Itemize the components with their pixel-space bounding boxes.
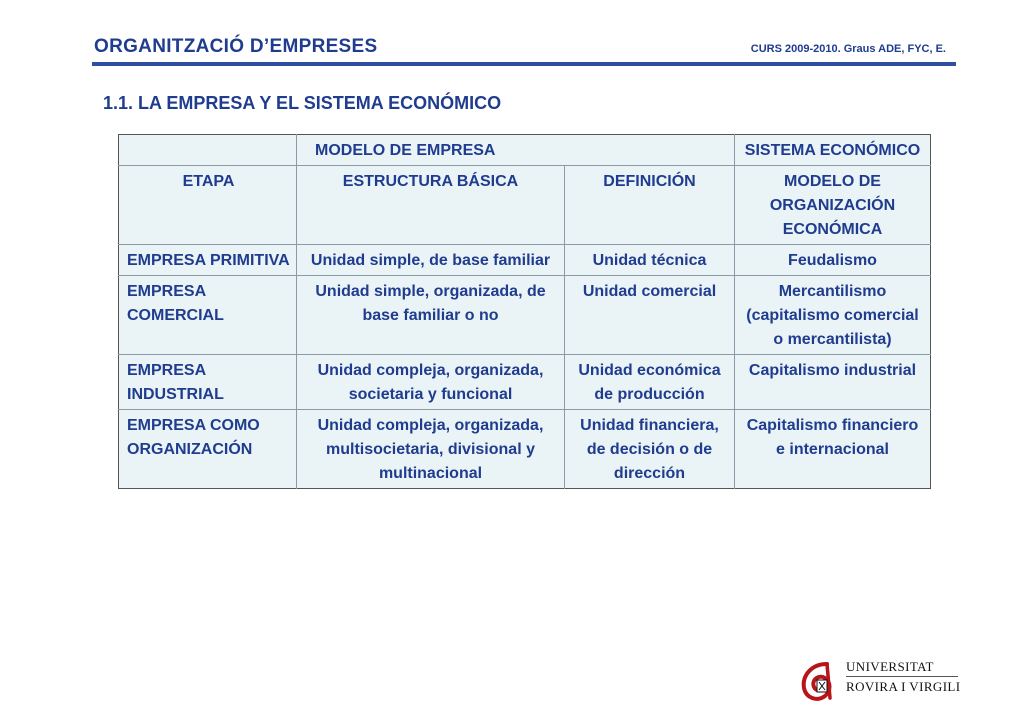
cell-sistema: Capitalismo industrial [748,362,917,379]
table-row [119,410,931,489]
cell-etapa: EMPRESA INDUSTRIAL [119,355,297,410]
column-header-etapa: ETAPA [119,166,297,245]
header-divider [92,62,956,66]
column-header-definicion: DEFINICIÓN [565,166,735,245]
group-header-modelo: MODELO DE EMPRESA [297,135,735,166]
business-model-table [118,134,931,489]
table-column-header-row [119,166,931,245]
cell-estructura: Unidad simple, de base familiar [297,245,565,276]
cell-definicion: Unidad económica de producción [565,355,735,410]
logo-divider [846,676,958,677]
cell-etapa: EMPRESA COMO ORGANIZACIÓN [119,410,297,489]
group-header-spacer [119,135,297,166]
table-row [119,245,931,276]
cell-definicion: Unidad comercial [565,276,735,355]
cell-sistema: Capitalismo financiero e internacional [746,417,919,458]
course-title: ORGANITZACIÓ D’EMPRESES [94,36,378,57]
group-header-sistema: SISTEMA ECONÓMICO [744,142,921,159]
cell-definicion: Unidad financiera, de decisión o de dirección [565,410,735,489]
table-row [119,355,931,410]
cell-sistema: Mercantilismo (capitalismo comercial o mercantilista) [746,283,919,348]
cell-estructura: Unidad simple, organizada, de base familiar o no [297,276,565,355]
column-header-modelo-org: MODELO DE ORGANIZACIÓN ECONÓMICA [769,173,896,238]
cell-sistema: Feudalismo [788,252,877,269]
cell-etapa: EMPRESA COMERCIAL [119,276,297,355]
cell-estructura: Unidad compleja, organizada, multisocietaria, divisional y multinacional [297,410,565,489]
university-logo [797,656,962,706]
university-emblem-icon [797,658,843,704]
cell-etapa: EMPRESA PRIMITIVA [119,245,297,276]
column-header-estructura: ESTRUCTURA BÁSICA [297,166,565,245]
course-info: CURS 2009-2010. Graus ADE, FYC, E. [750,43,946,55]
table-group-header-row [119,135,931,166]
cell-definicion: Unidad técnica [565,245,735,276]
university-name-line2: ROVIRA I VIRGILI [846,679,961,694]
table-row [119,276,931,355]
cell-estructura: Unidad compleja, organizada, societaria y funcional [297,355,565,410]
section-title: 1.1. LA EMPRESA Y EL SISTEMA ECONÓMICO [103,93,502,113]
university-name-line1: UNIVERSITAT [846,659,934,674]
